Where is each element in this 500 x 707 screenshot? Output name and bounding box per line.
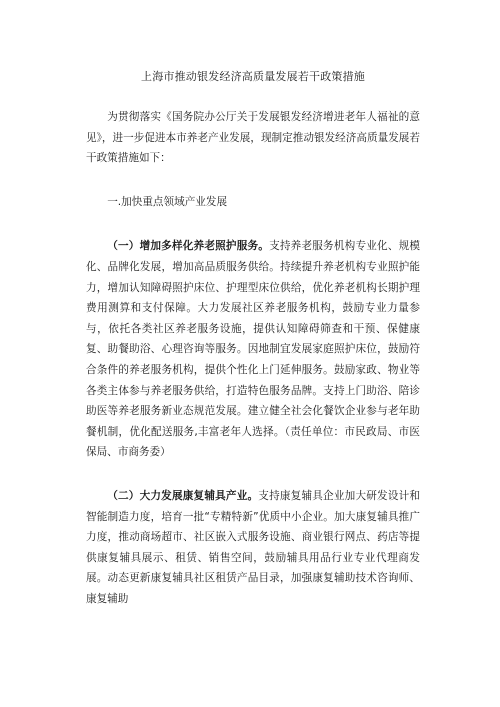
policy-item-2-lead: （二）大力发展康复辅具产业。 bbox=[107, 489, 259, 502]
document-title: 上海市推动银发经济高质量发展若干政策措施 bbox=[141, 70, 365, 83]
policy-item-2 bbox=[86, 486, 420, 610]
policy-item-1-lead: （一）增加多样化养老照护服务。 bbox=[107, 240, 270, 253]
policy-item-1-body: 支持养老服务机构专业化、规模化、品牌化发展，增加高品质服务供给。持续提升养老机构专业照护能力，增加认知障碍照护床位、护理型床位供给，优化养老机构长期护理费用测算和支付保障。大力发展社区养老服务机构，鼓励专业力量参与，依托各类社区养老服务设施，提供认知障碍筛查和干预、保健康复、助餐助浴、心理咨询等服务。因地制宜发展家庭照护床位，鼓励符合条件的养老服务机构，提供个性化上门延伸服务。鼓励家政、物业等各类主体参与养老服务供给，打造特色服务品牌。支持上门助浴、陪诊助医等养老服务新业态规范发展。建立健全社会化餐饮企业参与老年助餐机制，优化配送服务,丰富老年人选择。（责任单位：市民政局、市医保局、市商务委） bbox=[86, 240, 421, 459]
section-heading: 一.加快重点领域产业发展 bbox=[107, 195, 228, 208]
policy-item-2-body: 支持康复辅具企业加大研发设计和智能制造力度，培育一批“专精特新”优质中小企业。加大康复辅具推广力度，推动商场超市、社区嵌入式服务设施、商业银行网点、药店等提供康复辅具展示、租赁、销售空间，鼓励辅具用品行业专业代理商发展。动态更新康复辅具社区租赁产品目录，加强康复辅助技术咨询师、康复辅助 bbox=[86, 489, 420, 605]
policy-item-1 bbox=[86, 236, 420, 463]
intro-paragraph: 为贯彻落实《国务院办公厅关于发展银发经济增进老年人福祉的意见》，进一步促进本市养老产业发展，现制定推动银发经济高质量发展若干政策措施如下： bbox=[86, 111, 420, 165]
